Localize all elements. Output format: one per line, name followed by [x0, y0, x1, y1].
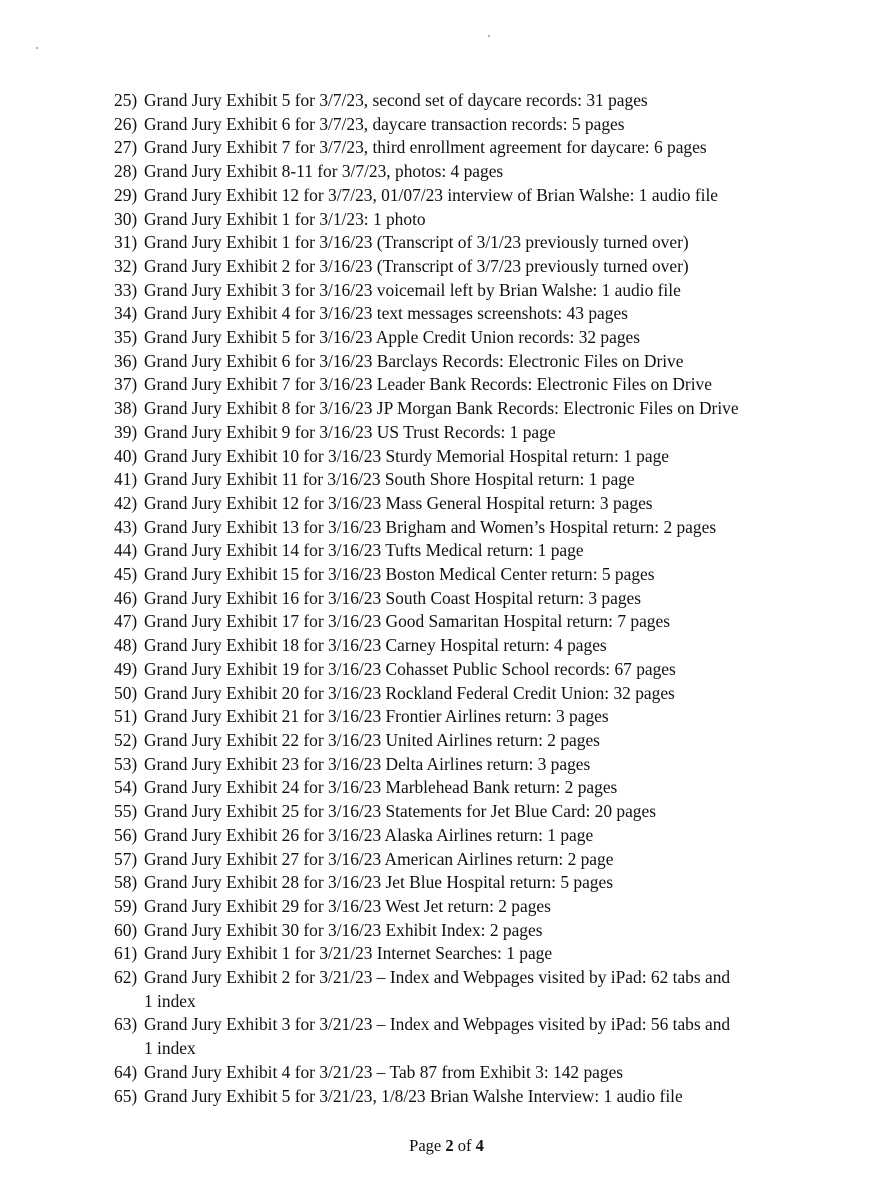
- exhibit-number: 55): [114, 801, 138, 822]
- exhibit-item: [114, 753, 814, 777]
- exhibit-number: 26): [114, 113, 138, 134]
- exhibit-item: [114, 468, 814, 492]
- exhibit-number: 31): [114, 232, 138, 253]
- exhibit-description: Grand Jury Exhibit 29 for 3/16/23 West Jet return: 2 pages: [144, 895, 551, 916]
- exhibit-number: 53): [114, 753, 138, 774]
- exhibit-item: [114, 634, 814, 658]
- exhibit-description: Grand Jury Exhibit 2 for 3/16/23 (Transcript of 3/7/23 previously turned over): [144, 255, 689, 276]
- exhibit-item: [114, 184, 814, 208]
- exhibit-number: 30): [114, 208, 138, 229]
- scan-speck: [488, 35, 490, 37]
- exhibit-description: Grand Jury Exhibit 16 for 3/16/23 South Coast Hospital return: 3 pages: [144, 587, 642, 608]
- exhibit-description: Grand Jury Exhibit 5 for 3/21/23, 1/8/23 Brian Walshe Interview: 1 audio file: [144, 1085, 683, 1106]
- exhibit-item: [114, 1013, 814, 1060]
- exhibit-number: 35): [114, 327, 138, 348]
- exhibit-description: Grand Jury Exhibit 20 for 3/16/23 Rockland Federal Credit Union: 32 pages: [144, 682, 675, 703]
- exhibit-item: [114, 587, 814, 611]
- exhibit-item: [114, 397, 814, 421]
- exhibit-description: Grand Jury Exhibit 7 for 3/7/23, third enrollment agreement for daycare: 6 pages: [144, 137, 707, 158]
- exhibit-description: Grand Jury Exhibit 3 for 3/16/23 voicemail left by Brian Walshe: 1 audio file: [144, 279, 681, 300]
- exhibit-number: 39): [114, 421, 138, 442]
- exhibit-description: Grand Jury Exhibit 8 for 3/16/23 JP Morgan Bank Records: Electronic Files on Drive: [144, 398, 739, 419]
- exhibit-item: [114, 516, 814, 540]
- exhibit-number: 60): [114, 919, 138, 940]
- exhibit-description: Grand Jury Exhibit 6 for 3/7/23, daycare transaction records: 5 pages: [144, 113, 625, 134]
- exhibit-number: 58): [114, 872, 138, 893]
- exhibit-description: Grand Jury Exhibit 1 for 3/16/23 (Transcript of 3/1/23 previously turned over): [144, 232, 689, 253]
- exhibit-description: Grand Jury Exhibit 22 for 3/16/23 United Airlines return: 2 pages: [144, 729, 600, 750]
- exhibit-description: Grand Jury Exhibit 1 for 3/1/23: 1 photo: [144, 208, 426, 229]
- exhibit-description: Grand Jury Exhibit 11 for 3/16/23 South Shore Hospital return: 1 page: [144, 469, 635, 490]
- exhibit-description: Grand Jury Exhibit 5 for 3/7/23, second set of daycare records: 31 pages: [144, 90, 648, 110]
- exhibit-description: Grand Jury Exhibit 30 for 3/16/23 Exhibit Index: 2 pages: [144, 919, 543, 940]
- footer-total-pages: 4: [475, 1136, 484, 1155]
- exhibit-list: [114, 89, 814, 1108]
- exhibit-description: Grand Jury Exhibit 23 for 3/16/23 Delta Airlines return: 3 pages: [144, 753, 591, 774]
- exhibit-number: 47): [114, 611, 138, 632]
- footer-current-page: 2: [445, 1136, 454, 1155]
- exhibit-item: [114, 848, 814, 872]
- exhibit-description: Grand Jury Exhibit 3 for 3/21/23 – Index and Webpages visited by iPad: 56 tabs and 1 index: [144, 1014, 731, 1059]
- exhibit-description: Grand Jury Exhibit 21 for 3/16/23 Frontier Airlines return: 3 pages: [144, 706, 609, 727]
- exhibit-description: Grand Jury Exhibit 4 for 3/21/23 – Tab 87 from Exhibit 3: 142 pages: [144, 1061, 624, 1082]
- exhibit-description: Grand Jury Exhibit 7 for 3/16/23 Leader Bank Records: Electronic Files on Drive: [144, 374, 712, 395]
- exhibit-item: [114, 776, 814, 800]
- exhibit-item: [114, 824, 814, 848]
- exhibit-number: 50): [114, 682, 138, 703]
- exhibit-item: [114, 373, 814, 397]
- exhibit-item: [114, 350, 814, 374]
- exhibit-description: Grand Jury Exhibit 8-11 for 3/7/23, photos: 4 pages: [144, 161, 504, 182]
- exhibit-number: 61): [114, 943, 138, 964]
- exhibit-description: Grand Jury Exhibit 24 for 3/16/23 Marblehead Bank return: 2 pages: [144, 777, 618, 798]
- exhibit-description: Grand Jury Exhibit 19 for 3/16/23 Cohasset Public School records: 67 pages: [144, 658, 676, 679]
- exhibit-number: 43): [114, 516, 138, 537]
- exhibit-number: 29): [114, 184, 138, 205]
- exhibit-item: [114, 255, 814, 279]
- exhibit-description: Grand Jury Exhibit 1 for 3/21/23 Internet Searches: 1 page: [144, 943, 553, 964]
- page-footer: [0, 1136, 893, 1156]
- exhibit-number: 44): [114, 540, 138, 561]
- exhibit-description: Grand Jury Exhibit 15 for 3/16/23 Boston Medical Center return: 5 pages: [144, 564, 655, 585]
- exhibit-number: 34): [114, 303, 138, 324]
- exhibit-number: 36): [114, 350, 138, 371]
- exhibit-number: 33): [114, 279, 138, 300]
- exhibit-item: [114, 445, 814, 469]
- exhibit-item: [114, 1085, 814, 1109]
- exhibit-description: Grand Jury Exhibit 28 for 3/16/23 Jet Blue Hospital return: 5 pages: [144, 872, 613, 893]
- exhibit-number: 25): [114, 90, 138, 110]
- exhibit-description: Grand Jury Exhibit 10 for 3/16/23 Sturdy Memorial Hospital return: 1 page: [144, 445, 670, 466]
- exhibit-item: [114, 610, 814, 634]
- exhibit-number: 62): [114, 967, 138, 988]
- exhibit-description: Grand Jury Exhibit 6 for 3/16/23 Barclays Records: Electronic Files on Drive: [144, 350, 684, 371]
- exhibit-item: [114, 539, 814, 563]
- exhibit-item: [114, 89, 814, 113]
- exhibit-item: [114, 160, 814, 184]
- exhibit-number: 27): [114, 137, 138, 158]
- exhibit-item: [114, 326, 814, 350]
- exhibit-number: 45): [114, 564, 138, 585]
- exhibit-number: 49): [114, 658, 138, 679]
- exhibit-item: [114, 682, 814, 706]
- footer-prefix: Page: [409, 1136, 446, 1155]
- exhibit-description: Grand Jury Exhibit 14 for 3/16/23 Tufts Medical return: 1 page: [144, 540, 584, 561]
- exhibit-description: Grand Jury Exhibit 13 for 3/16/23 Brigham and Women’s Hospital return: 2 pages: [144, 516, 717, 537]
- exhibit-description: Grand Jury Exhibit 2 for 3/21/23 – Index and Webpages visited by iPad: 62 tabs and 1 index: [144, 967, 731, 1011]
- exhibit-item: [114, 895, 814, 919]
- exhibit-description: Grand Jury Exhibit 9 for 3/16/23 US Trust Records: 1 page: [144, 421, 556, 442]
- exhibit-item: [114, 966, 814, 1013]
- exhibit-number: 64): [114, 1061, 138, 1082]
- exhibit-number: 46): [114, 587, 138, 608]
- exhibit-item: [114, 208, 814, 232]
- exhibit-number: 48): [114, 635, 138, 656]
- exhibit-description: Grand Jury Exhibit 27 for 3/16/23 American Airlines return: 2 page: [144, 848, 614, 869]
- exhibit-number: 42): [114, 492, 138, 513]
- exhibit-number: 52): [114, 729, 138, 750]
- exhibit-description: Grand Jury Exhibit 5 for 3/16/23 Apple Credit Union records: 32 pages: [144, 327, 641, 348]
- exhibit-description: Grand Jury Exhibit 25 for 3/16/23 Statements for Jet Blue Card: 20 pages: [144, 801, 656, 822]
- exhibit-number: 51): [114, 706, 138, 727]
- exhibit-item: [114, 563, 814, 587]
- exhibit-description: Grand Jury Exhibit 12 for 3/16/23 Mass General Hospital return: 3 pages: [144, 492, 653, 513]
- exhibit-item: [114, 729, 814, 753]
- exhibit-number: 32): [114, 255, 138, 276]
- exhibit-number: 56): [114, 824, 138, 845]
- exhibit-item: [114, 231, 814, 255]
- exhibit-number: 54): [114, 777, 138, 798]
- exhibit-number: 40): [114, 445, 138, 466]
- exhibit-item: [114, 421, 814, 445]
- exhibit-number: 28): [114, 161, 138, 182]
- exhibit-item: [114, 871, 814, 895]
- exhibit-number: 38): [114, 398, 138, 419]
- scan-speck: [36, 47, 38, 49]
- exhibit-description: Grand Jury Exhibit 18 for 3/16/23 Carney Hospital return: 4 pages: [144, 635, 607, 656]
- exhibit-item: [114, 279, 814, 303]
- exhibit-number: 65): [114, 1085, 138, 1106]
- exhibit-item: [114, 942, 814, 966]
- exhibit-item: [114, 302, 814, 326]
- exhibit-item: [114, 800, 814, 824]
- exhibit-number: 59): [114, 895, 138, 916]
- exhibit-number: 63): [114, 1014, 138, 1035]
- exhibit-description: Grand Jury Exhibit 4 for 3/16/23 text messages screenshots: 43 pages: [144, 303, 628, 324]
- exhibit-description: Grand Jury Exhibit 17 for 3/16/23 Good Samaritan Hospital return: 7 pages: [144, 611, 670, 632]
- exhibit-item: [114, 1061, 814, 1085]
- exhibit-number: 57): [114, 848, 138, 869]
- exhibit-item: [114, 658, 814, 682]
- exhibit-item: [114, 113, 814, 137]
- exhibit-number: 37): [114, 374, 138, 395]
- exhibit-description: Grand Jury Exhibit 26 for 3/16/23 Alaska Airlines return: 1 page: [144, 824, 594, 845]
- exhibit-description: Grand Jury Exhibit 12 for 3/7/23, 01/07/23 interview of Brian Walshe: 1 audio file: [144, 184, 719, 205]
- footer-separator: of: [453, 1136, 476, 1155]
- exhibit-item: [114, 136, 814, 160]
- exhibit-item: [114, 705, 814, 729]
- exhibit-item: [114, 919, 814, 943]
- exhibit-item: [114, 492, 814, 516]
- exhibit-number: 41): [114, 469, 138, 490]
